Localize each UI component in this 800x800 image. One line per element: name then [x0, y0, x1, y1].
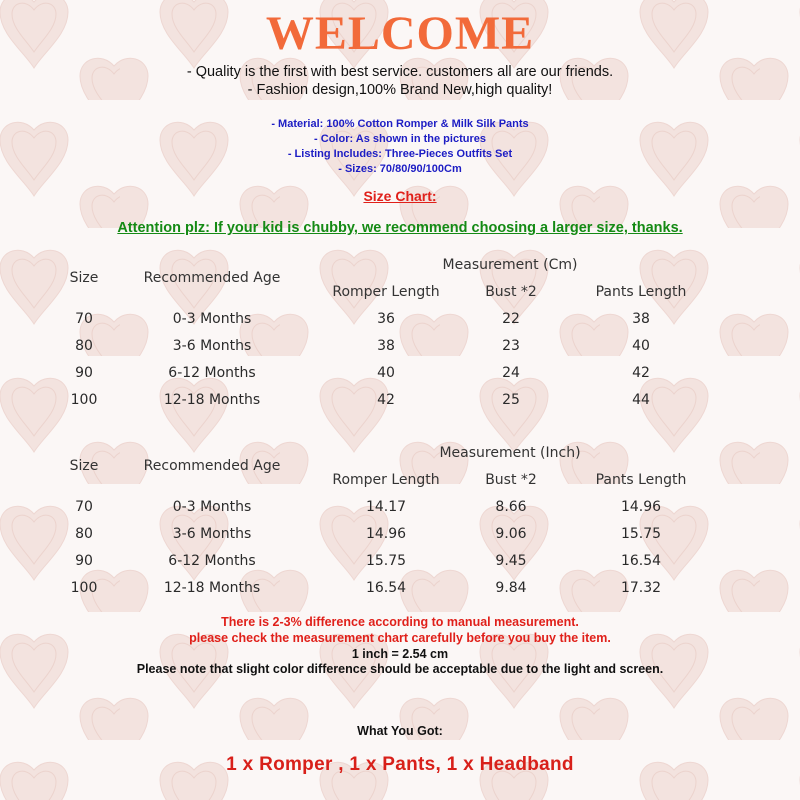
cell-age: 0-3 Months [172, 311, 252, 327]
info-listing-includes: - Listing Includes: Three-Pieces Outfits Set [287, 148, 513, 160]
cell-pants: 40 [632, 338, 650, 354]
cell-pants: 14.96 [620, 499, 662, 515]
header-recommended-age: Recommended Age [143, 270, 281, 286]
cell-romper: 14.17 [365, 499, 407, 515]
cell-age: 12-18 Months [163, 392, 261, 408]
cell-pants: 44 [632, 392, 650, 408]
cell-size: 80 [75, 338, 93, 354]
cell-romper: 40 [377, 365, 395, 381]
cell-age: 3-6 Months [172, 338, 252, 354]
header-romper-length: Romper Length [332, 284, 440, 300]
cell-romper: 38 [377, 338, 395, 354]
cell-size: 80 [75, 526, 93, 542]
note-inch-conversion: 1 inch = 2.54 cm [351, 647, 449, 661]
cell-size: 100 [70, 392, 98, 408]
header-bust: Bust *2 [485, 284, 537, 300]
cell-age: 0-3 Months [172, 499, 252, 515]
cell-bust: 9.45 [495, 553, 527, 569]
cell-pants: 38 [632, 311, 650, 327]
cell-bust: 8.66 [495, 499, 527, 515]
cell-bust: 9.06 [495, 526, 527, 542]
cell-bust: 9.84 [495, 580, 527, 596]
header-romper-length: Romper Length [332, 472, 440, 488]
cell-size: 90 [75, 553, 93, 569]
info-sizes: - Sizes: 70/80/90/100Cm [338, 163, 462, 175]
cell-age: 3-6 Months [172, 526, 252, 542]
cell-size: 90 [75, 365, 93, 381]
tagline-quality: - Quality is the first with best service. customers all are our friends. [186, 64, 614, 80]
package-items: 1 x Romper , 1 x Pants, 1 x Headband [226, 754, 574, 775]
cell-romper: 42 [377, 392, 395, 408]
tagline-fashion: - Fashion design,100% Brand New,high quality! [247, 82, 553, 98]
header-recommended-age: Recommended Age [143, 458, 281, 474]
cell-bust: 23 [502, 338, 520, 354]
header-pants-length: Pants Length [595, 284, 687, 300]
cell-bust: 24 [502, 365, 520, 381]
cell-pants: 15.75 [620, 526, 662, 542]
welcome-title: WELCOME [265, 7, 535, 60]
cell-romper: 14.96 [365, 526, 407, 542]
what-you-got-label: What You Got: [357, 724, 443, 738]
cell-size: 70 [75, 499, 93, 515]
header-size: Size [69, 458, 99, 474]
header-bust: Bust *2 [485, 472, 537, 488]
cell-bust: 25 [502, 392, 520, 408]
cell-size: 70 [75, 311, 93, 327]
header-measurement-group: Measurement (Inch) [439, 445, 581, 461]
cell-size: 100 [70, 580, 98, 596]
cell-pants: 17.32 [620, 580, 662, 596]
cell-age: 6-12 Months [168, 553, 256, 569]
cell-age: 6-12 Months [168, 365, 256, 381]
attention-note: Attention plz: If your kid is chubby, we recommend choosing a larger size, thanks. [117, 220, 683, 236]
cell-age: 12-18 Months [163, 580, 261, 596]
note-color-difference: Please note that slight color difference should be acceptable due to the light and screen. [136, 662, 664, 676]
header-measurement-group: Measurement (Cm) [442, 257, 578, 273]
info-material: - Material: 100% Cotton Romper & Milk Silk Pants [271, 118, 529, 130]
cell-romper: 36 [377, 311, 395, 327]
cell-pants: 16.54 [620, 553, 662, 569]
cell-pants: 42 [632, 365, 650, 381]
note-check-chart: please check the measurement chart carefully before you buy the item. [189, 631, 611, 645]
header-pants-length: Pants Length [595, 472, 687, 488]
cell-romper: 15.75 [365, 553, 407, 569]
note-measurement-difference: There is 2-3% difference according to manual measurement. [221, 615, 579, 629]
header-size: Size [69, 270, 99, 286]
info-color: - Color: As shown in the pictures [314, 133, 486, 145]
cell-bust: 22 [502, 311, 520, 327]
cell-romper: 16.54 [365, 580, 407, 596]
size-chart-title: Size Chart: [363, 188, 437, 204]
